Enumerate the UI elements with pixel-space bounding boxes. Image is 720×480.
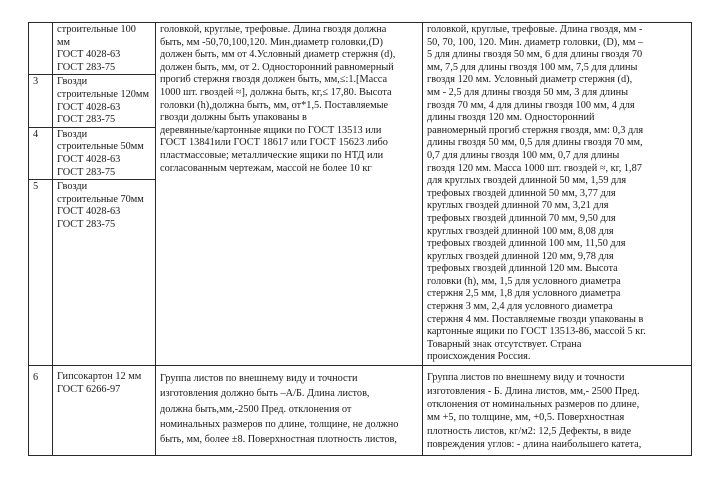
offer-cell: головкой, круглые, трефовые. Длина гвоздя, мм - 50, 70, 100, 120. Мин. диаметр головки, (D), мм – 5 для длины гвоздя 50 мм, 6 для длины гвоздя 70 мм, 7,5 для длины гвоздя 100 мм, 7,5 для длины гвоздя 120 мм. Условный диаметр стержня (d), мм - 2,5 для длины гвоздя 50 мм, 3 для длины гвоздя 70 мм, 4 для длины гвоздя 100 мм, 4 для длины гвоздя 120 мм. Односторонний равномерный прогиб стержня гвоздя, мм: 0,3 для длины гвоздя 50 мм, 0,5 для длины гвоздя 70 мм, 0,7 для длины гвоздя 100 мм, 0,7 для длины гвоздя 120 мм. Масса 1000 шт. гвоздей ≈, кг, 1,87 для круглых гвоздей длинной 50 мм, 1,59 для трефовых гвоздей длинной 50 мм, 3,77 для круглых гвоздей длинной 70 мм, 3,21 для трефовых гвоздей длинной 70 мм, 9,50 для круглых гвоздей длинной 100 мм, 8,08 для трефовых гвоздей длинной 100 мм, 11,50 для круглых гвоздей длинной 120 мм, 9,78 для трефовых гвоздей длинной 120 мм. Высота головки (h), мм, 1,5 для условного диаметра стержня 2,5 мм, 1,8 для условного диаметра стержня 3 мм, 2,4 для условного диаметра стержня 4 мм. Поставляемые гвозди упакованы в картонные ящики по ГОСТ 13513-86, массой 5 кг. Товарный знак отсутствует. Страна происхождения Россия. <box>423 23 692 366</box>
item-name-cell: Гвозди строительные 50мм ГОСТ 4028-63 ГОСТ 283-75 <box>53 127 156 179</box>
row-number <box>29 23 53 75</box>
row-number: 5 <box>29 180 53 366</box>
requirements-cell: головкой, круглые, трефовые. Длина гвоздя должна быть, мм -50,70,100,120. Мин.диаметр головки,(D) должен быть, мм от 4.Условный диаметр стержня (d), должен быть, мм, от 2. Односторонний равномерный прогиб стержня гвоздя должен быть, мм,≤:1.[Масса 1000 шт. гвоздей ≈], должна быть, кг,≤ 17,80. Высота головки (h),должна быть, мм, от*1,5. Поставляемые гвозди должны быть упакованы в деревянные/картонные ящики по ГОСТ 13513 или ГОСТ 13841или ГОСТ 18617 или ГОСТ 15623 либо пластмассовые; металлические ящики по НТД или согласованным чертежам, массой не более 10 кг <box>156 23 423 366</box>
item-name-cell: строительные 100 мм ГОСТ 4028-63 ГОСТ 283-75 <box>53 23 156 75</box>
specification-table <box>28 22 692 456</box>
table-row <box>29 366 692 456</box>
offer-cell: Группа листов по внешнему виду и точности изготовления - Б. Длина листов, мм,- 2500 Пред. отклонения от номинальных размеров по длине, мм +5, по толщине, мм, +0,5. Поверхностная плотность листов, кг/м2: 12,5 Дефекты, в виде повреждения углов: - длина наибольшего катета, <box>423 366 692 456</box>
item-name-cell: Гвозди строительные 70мм ГОСТ 4028-63 ГОСТ 283-75 <box>53 180 156 366</box>
requirements-cell: Группа листов по внешнему виду и точности изготовления должно быть –А/Б. Длина листов, должна быть,мм,-2500 Пред. отклонения от номинальных размеров по длине, толщине, не должно быть, мм, более ±8. Поверхностная плотность листов, <box>156 366 423 456</box>
table-row <box>29 23 692 75</box>
row-number: 4 <box>29 127 53 179</box>
item-name-cell: Гвозди строительные 120мм ГОСТ 4028-63 ГОСТ 283-75 <box>53 75 156 127</box>
row-number: 6 <box>29 366 53 456</box>
item-name-cell: Гипсокартон 12 мм ГОСТ 6266-97 <box>53 366 156 456</box>
row-number: 3 <box>29 75 53 127</box>
